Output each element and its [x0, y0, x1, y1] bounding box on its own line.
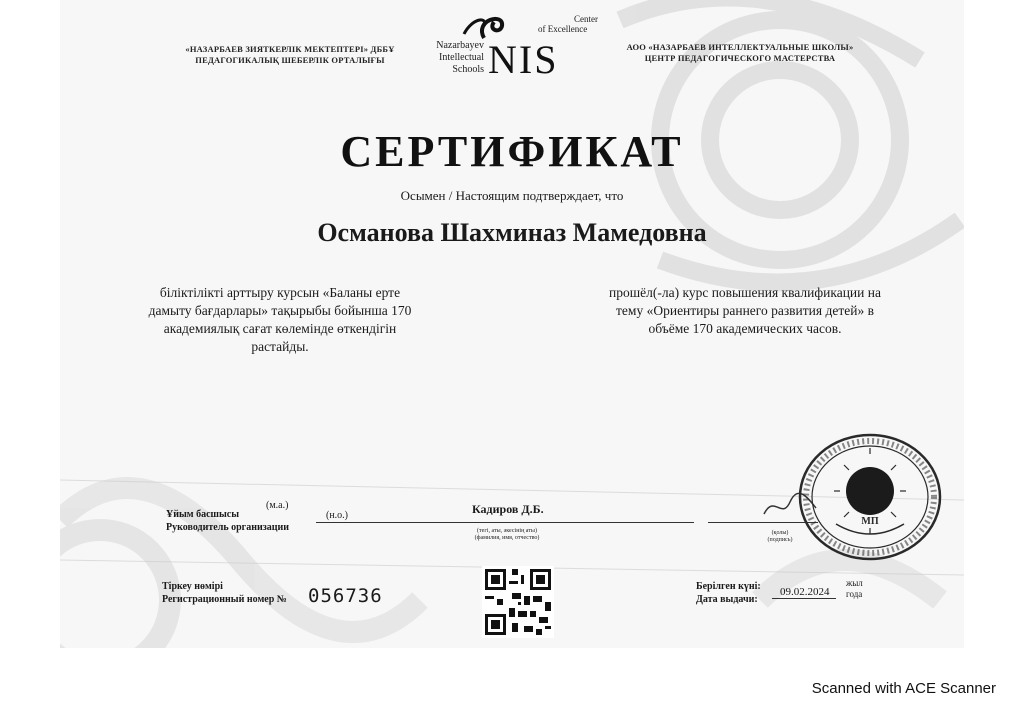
certificate-title: СЕРТИФИКАТ: [340, 127, 684, 176]
name-caption-2: (фамилия, имя, отчество): [474, 535, 540, 541]
logo-left-line1: Nazarbayev: [436, 40, 484, 51]
issue-year-suffix: [846, 578, 863, 600]
issue-date-line: [772, 598, 836, 599]
org-ru-line2: ЦЕНТР ПЕДАГОГИЧЕСКОГО МАСТЕРСТВА: [644, 53, 836, 63]
issue-date-label: [696, 580, 761, 606]
logo-right-line2: of Excellence: [538, 24, 588, 34]
registration-label-ru: Регистрационный номер №: [162, 594, 287, 605]
confirm-text: Осымен / Настоящим подтверждает, что: [400, 188, 624, 203]
logo-left-text: [420, 40, 484, 76]
head-kz: Ұйым басшысы: [166, 509, 240, 520]
recipient-name: Османова Шахминаз Мамедовна: [317, 218, 707, 247]
kz-line-3: академиялық сағат көлемінде өткендігін: [163, 321, 397, 336]
sign-caption-1: (қолы): [771, 530, 789, 536]
sign-caption-2: (подпись): [767, 537, 793, 543]
certificate-sheet: [60, 0, 964, 648]
kz-line-2: дамыту бағдарлары» тақырыбы бойынша 170: [148, 303, 412, 318]
qr-code-icon: [482, 566, 554, 638]
issue-suffix-kz: жыл: [846, 578, 863, 588]
issue-label-ru: Дата выдачи:: [696, 594, 758, 605]
org-kz-line1: «НАЗАРБАЕВ ЗИЯТКЕРЛІК МЕКТЕПТЕРІ» ДББҰ: [185, 44, 395, 54]
issue-date: 09.02.2024: [780, 586, 830, 598]
mp-label: (м.а.): [266, 500, 289, 511]
head-of-organization-label: [166, 508, 289, 534]
registration-label-kz: Тіркеу нөмірі: [162, 581, 223, 592]
logo-left-line2: Intellectual: [439, 52, 484, 63]
signature-name-line: [316, 522, 694, 523]
org-name-kz: [170, 44, 410, 66]
course-text-ru: [570, 284, 920, 338]
issue-label-kz: Берілген күні:: [696, 581, 761, 592]
scanner-watermark: Scanned with ACE Scanner: [811, 680, 996, 697]
ru-line-1: прошёл(-ла) курс повышения квалификации на: [609, 285, 881, 300]
registration-number: 056736: [308, 585, 383, 607]
course-text-kz: [120, 284, 440, 356]
initials-label: (н.о.): [326, 510, 349, 521]
logo-right-line1: Center: [574, 14, 598, 24]
ru-line-3: объёме 170 академических часов.: [648, 321, 842, 336]
org-name-ru: [605, 42, 875, 64]
registration-label: [162, 580, 287, 606]
sign-caption: [760, 530, 800, 544]
signer-name: Кадиров Д.Б.: [472, 502, 544, 516]
logo-right-text: [538, 14, 598, 34]
logo-left-line3: Schools: [452, 64, 484, 75]
name-caption-1: (тегі, аты, әкесінің аты): [477, 528, 537, 534]
issue-suffix-ru: года: [846, 589, 863, 599]
ru-line-2: тему «Ориентиры раннего развития детей» в: [616, 303, 874, 318]
kz-line-4: растайды.: [251, 339, 309, 354]
stamp-mp-text: МП: [861, 516, 879, 527]
official-stamp: [796, 432, 944, 562]
org-kz-line2: ПЕДАГОГИКАЛЫҚ ШЕБЕРЛІК ОРТАЛЫҒЫ: [195, 55, 385, 65]
name-caption: [452, 528, 562, 542]
kz-line-1: біліктілікті арттыру курсын «Баланы ерте: [159, 285, 401, 300]
nis-logo-mark: NIS: [488, 37, 559, 82]
head-ru: Руководитель организации: [166, 522, 290, 533]
org-ru-line1: АОО «НАЗАРБАЕВ ИНТЕЛЛЕКТУАЛЬНЫЕ ШКОЛЫ»: [626, 42, 854, 52]
